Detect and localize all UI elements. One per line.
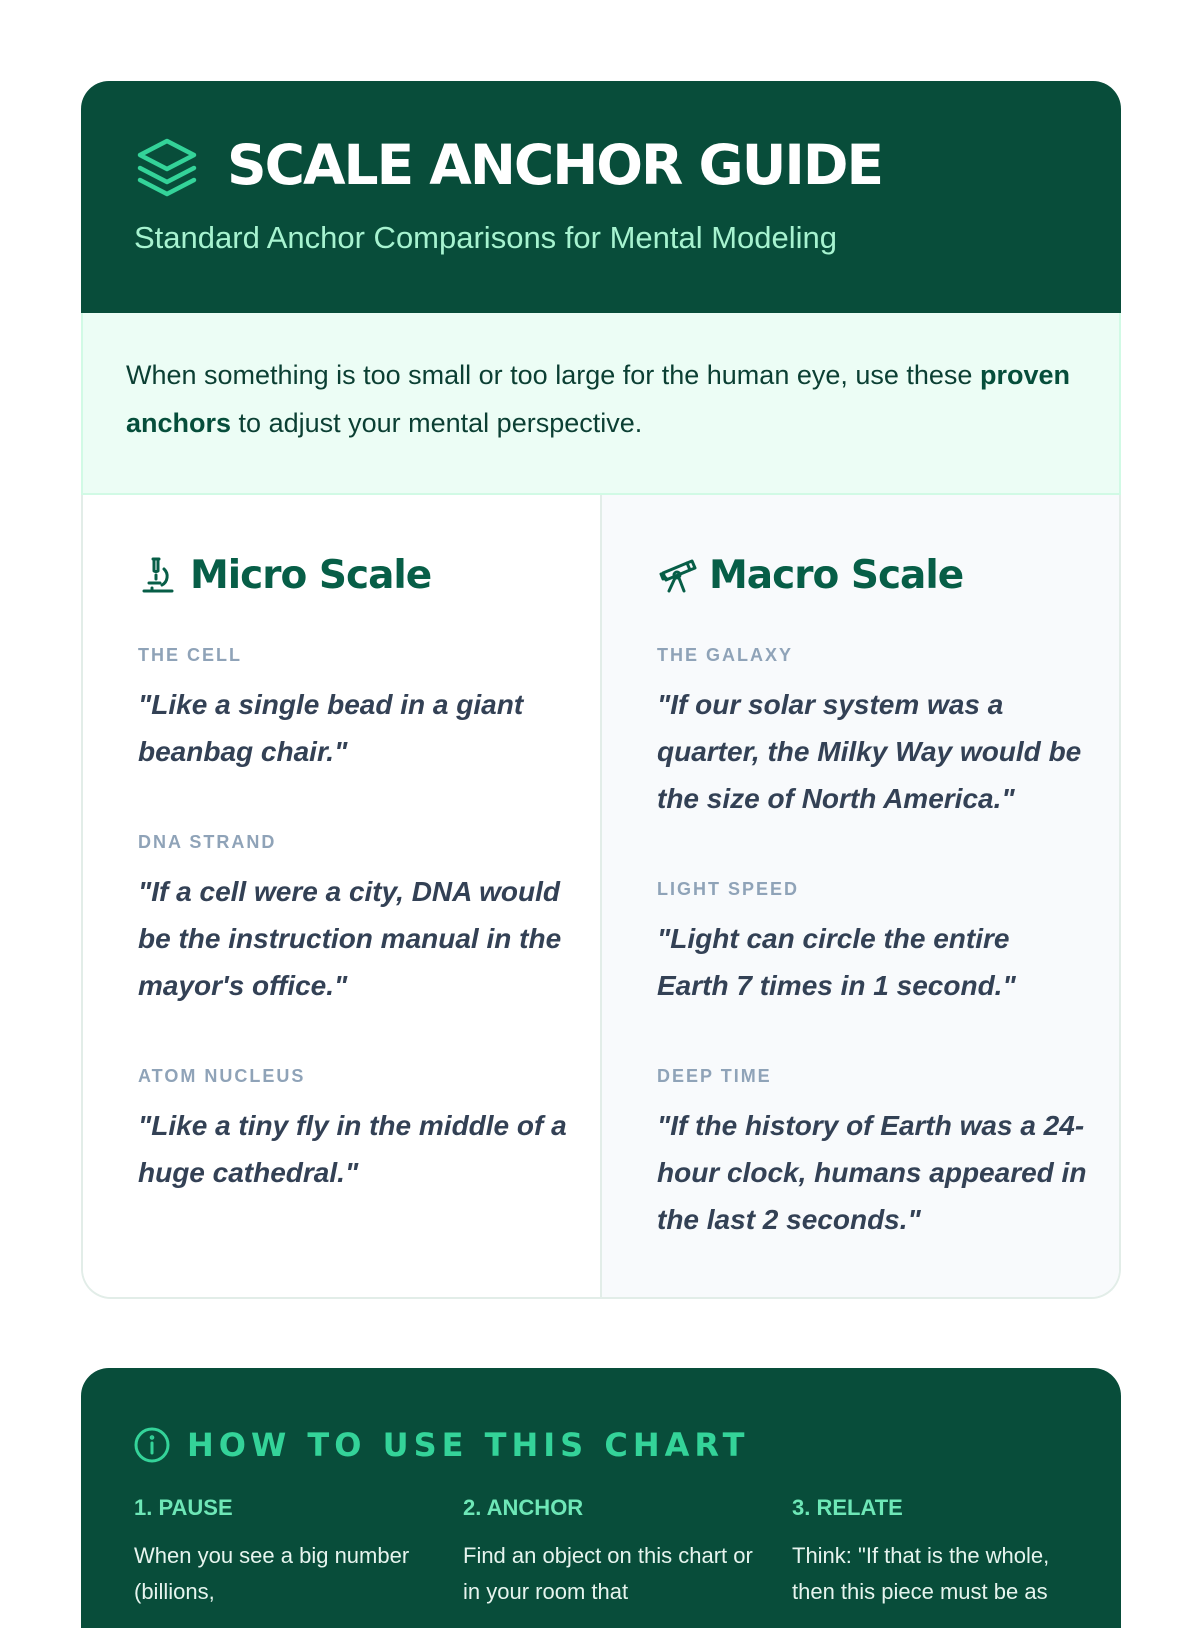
step-description: When you see a big number (billions, [134,1543,410,1604]
entry-quote: "Light can circle the entire Earth 7 times in 1 second." [657,923,1016,1001]
macro-title: Macro Scale [709,552,964,598]
step-title: 2. ANCHOR [463,1495,584,1520]
entry-label: DEEP TIME [657,1066,772,1086]
step-title: 3. RELATE [792,1495,903,1520]
entry-quote: "If our solar system was a quarter, the Milky Way would be the size of North America." [657,689,1082,814]
intro-text-end: to adjust your mental perspective. [231,408,643,438]
micro-title: Micro Scale [190,552,432,598]
intro-callout [81,313,1121,495]
entry-label: DNA STRAND [138,832,277,852]
step-pause [134,1494,424,1610]
step-title: 1. PAUSE [134,1495,233,1520]
entry-quote: "If the history of Earth was a 24-hour clock, humans appeared in the last 2 seconds." [657,1110,1087,1235]
micro-entry [138,643,568,775]
micro-entry [138,1064,568,1196]
entry-label: LIGHT SPEED [657,879,800,899]
macro-entry [657,643,1087,822]
layers-icon [134,135,200,201]
how-to-title: HOW TO USE THIS CHART [187,1426,750,1464]
intro-emphasis: proven anchors [126,360,1070,438]
step-description: Find an object on this chart or in your room that [463,1543,753,1604]
info-icon [133,1426,171,1464]
micro-entry [138,830,568,1009]
step-relate [792,1494,1082,1610]
micro-column [83,495,602,1297]
page-subtitle: Standard Anchor Comparisons for Mental Modeling [134,220,838,255]
macro-heading [657,547,963,603]
scale-columns [81,495,1121,1299]
macro-column [602,495,1121,1297]
microscope-icon [138,555,178,595]
page-title: SCALE ANCHOR GUIDE [227,133,883,197]
entry-quote: "If a cell were a city, DNA would be the instruction manual in the mayor's office." [138,876,562,1001]
entry-quote: "Like a single bead in a giant beanbag chair." [138,689,524,767]
header-banner [81,81,1121,313]
intro-text-start: When something is too small or too large for the human eye, use these [126,360,980,390]
step-anchor [463,1494,753,1610]
macro-entry [657,877,1087,1009]
entry-label: ATOM NUCLEUS [138,1066,306,1086]
how-to-panel [81,1368,1121,1628]
entry-quote: "Like a tiny fly in the middle of a huge cathedral." [138,1110,567,1188]
micro-heading [138,547,431,603]
entry-label: THE CELL [138,645,242,665]
entry-label: THE GALAXY [657,645,794,665]
macro-entry [657,1064,1087,1243]
step-description: Think: "If that is the whole, then this piece must be as [792,1543,1050,1604]
telescope-icon [657,555,697,595]
